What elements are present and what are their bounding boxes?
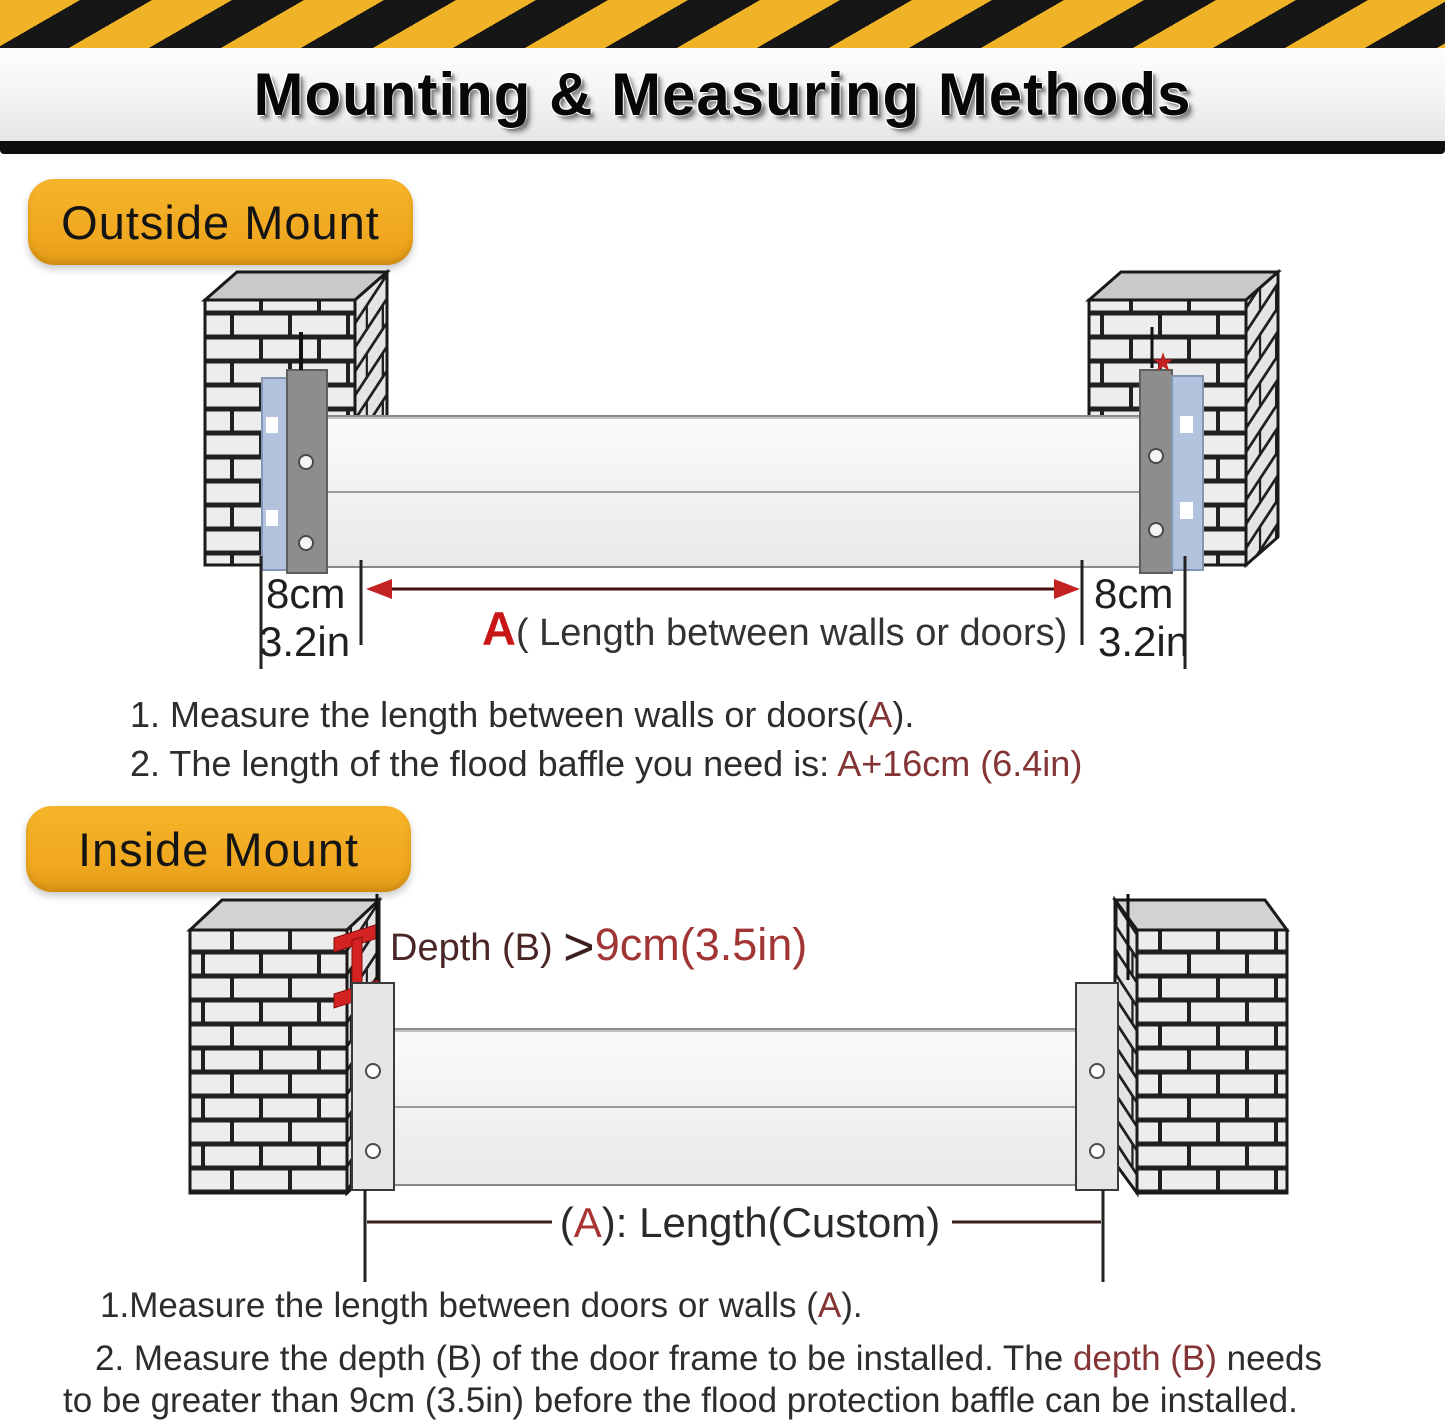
outside-instruction-1: 1. Measure the length between walls or doors(A). (130, 694, 915, 735)
inside-instruction-2: 2. Measure the depth (B) of the door frame to be installed. The depth (B) needs (95, 1339, 1323, 1378)
outside-mount-badge: Outside Mount (28, 179, 413, 265)
length-between-walls-label: A( Length between walls or doors) (482, 602, 1068, 655)
inside-instruction-2-cont: to be greater than 9cm (3.5in) before the flood protection baffle can be installed. (63, 1381, 1298, 1420)
right-offset-cm: 8cm (1094, 570, 1174, 617)
inside-instruction-1: 1.Measure the length between doors or walls (A). (100, 1286, 863, 1325)
flood-baffle (394, 1029, 1076, 1185)
left-offset-cm: 8cm (266, 570, 346, 617)
inside-mount-badge: Inside Mount (26, 806, 411, 892)
custom-length-label: (A): Length(Custom) (559, 1199, 941, 1246)
header-divider-bar (0, 141, 1445, 154)
title-panel (0, 48, 1445, 141)
star-marker-icon: ★ (1151, 347, 1175, 377)
right-brick-pillar (1115, 894, 1287, 1193)
left-offset-in: 3.2in (259, 618, 351, 665)
flood-baffle (327, 416, 1140, 567)
caution-stripe-banner (0, 0, 1445, 48)
right-offset-in: 3.2in (1098, 618, 1190, 665)
right-mount-bracket (1076, 983, 1118, 1190)
outside-instruction-2: 2. The length of the flood baffle you need is: A+16cm (6.4in) (130, 743, 1083, 784)
depth-requirement-label: Depth (B) >9cm(3.5in) (390, 917, 808, 977)
page-title: Mounting & Measuring Methods (253, 61, 1192, 128)
left-mount-bracket (352, 983, 394, 1190)
